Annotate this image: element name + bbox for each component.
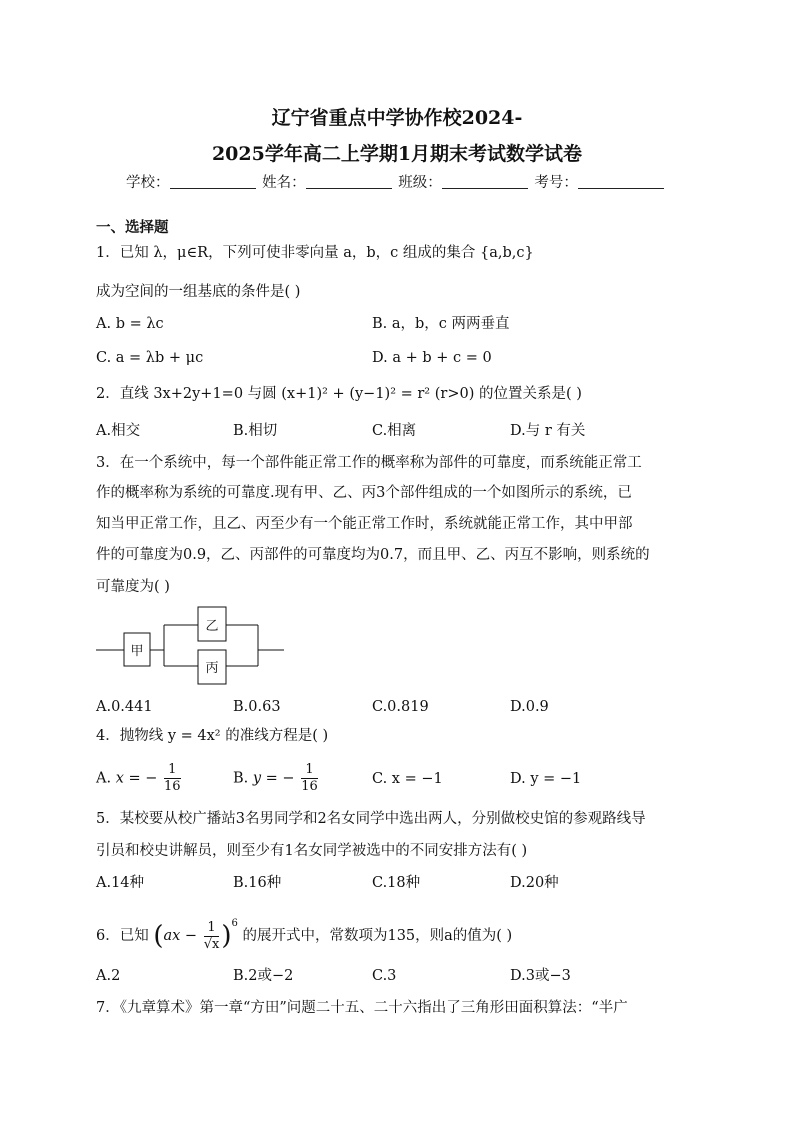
q6-option-a: A.2: [96, 968, 121, 984]
q6-exponent: 6: [231, 918, 238, 929]
q5-line-2: 引员和校史讲解员，则至少有1名女同学被选中的不同安排方法有( ): [96, 843, 528, 859]
q6-stem-prefix: 6．已知: [96, 928, 149, 944]
q4-option-a-fraction: [164, 762, 181, 795]
q4-option-a-num: 1: [164, 762, 181, 779]
q3-option-d: D.0.9: [510, 699, 549, 715]
circuit-diagram: [96, 600, 296, 688]
q1-option-c: C. a = λb + μc: [96, 350, 204, 366]
q4-option-b: [233, 762, 320, 795]
field-name-blank[interactable]: [306, 174, 392, 189]
q4-option-b-den: 16: [301, 779, 318, 794]
q2-option-c: C.相离: [372, 423, 417, 439]
student-info-row: [126, 171, 666, 192]
q1-line-2: 成为空间的一组基底的条件是( ): [96, 284, 301, 300]
q5-option-b: B.16种: [233, 875, 282, 891]
q4-option-b-var: y = −: [252, 770, 295, 787]
q3-line-2: 作的概率称为系统的可靠度.现有甲、乙、丙3个部件组成的一个如图所示的系统，已: [96, 485, 632, 501]
q3-line-1: 3．在一个系统中，每一个部件能正常工作的概率称为部件的可靠度，而系统能正常工: [96, 455, 642, 471]
q4-option-a-prefix: A.: [96, 770, 112, 787]
field-school-label: 学校：: [126, 175, 170, 191]
q1-option-b: B. a，b，c 两两垂直: [372, 316, 510, 332]
q3-option-c: C.0.819: [372, 699, 429, 715]
q3-line-3: 知当甲正常工作，且乙、丙至少有一个能正常工作时，系统就能正常工作，其中甲部: [96, 516, 633, 532]
section-title: 一、选择题: [96, 220, 169, 236]
q6-option-b: B.2或−2: [233, 968, 294, 984]
q5-option-a: A.14种: [96, 875, 145, 891]
field-name-label: 姓名：: [262, 175, 306, 191]
q6-close-paren: ): [221, 921, 232, 951]
field-school-blank[interactable]: [170, 174, 256, 189]
q3-line-4: 件的可靠度为0.9，乙、丙部件的可靠度均为0.7，而且甲、乙、丙互不影响，则系统的: [96, 547, 650, 563]
q2-option-d: D.与 r 有关: [510, 423, 586, 439]
label-jia: 甲: [130, 644, 144, 659]
label-bing: 丙: [205, 661, 219, 676]
q6-stem: [96, 904, 512, 956]
q6-open-paren: (: [153, 921, 164, 951]
title-line-2: 2025学年高二上学期1月期末考试数学试卷: [211, 143, 583, 165]
q5-option-c: C.18种: [372, 875, 421, 891]
q2-stem: 2．直线 3x+2y+1=0 与圆 (x+1)² + (y−1)² = r² (r>0) 的位置关系是( ): [96, 386, 582, 402]
q6-frac-num: 1: [204, 920, 220, 937]
q6-expr-left: ax −: [163, 928, 198, 944]
q4-option-a: [96, 762, 183, 795]
q4-stem: 4．抛物线 y = 4x² 的准线方程是( ): [96, 728, 329, 744]
field-number-blank[interactable]: [578, 174, 664, 189]
q5-line-1: 5．某校要从校广播站3名男同学和2名女同学中选出两人，分别做校史馆的参观路线导: [96, 811, 646, 827]
field-number-label: 考号：: [534, 175, 578, 191]
q4-option-d: D. y = −1: [510, 771, 582, 787]
q6-frac-den: √x: [203, 936, 220, 952]
q1-option-d: D. a + b + c = 0: [372, 350, 492, 366]
q4-option-c: C. x = −1: [372, 771, 443, 787]
q3-line-5: 可靠度为( ): [96, 579, 170, 595]
q6-option-d: D.3或−3: [510, 968, 571, 984]
q6-option-c: C.3: [372, 968, 397, 984]
q4-option-b-num: 1: [301, 762, 318, 779]
q4-option-b-prefix: B.: [233, 770, 249, 787]
field-class-label: 班级：: [398, 175, 442, 191]
q6-stem-suffix: 的展开式中，常数项为135，则a的值为( ): [242, 928, 513, 944]
title-line-1: 辽宁省重点中学协作校2024-: [271, 107, 523, 129]
field-class-blank[interactable]: [442, 174, 528, 189]
q4-option-a-den: 16: [164, 779, 181, 794]
q4-option-b-fraction: [301, 762, 318, 795]
q6-fraction: [204, 920, 220, 953]
q7-line-1: 7．《九章算术》第一章“方田”问题二十五、二十六指出了三角形田面积算法：“半广: [96, 1000, 628, 1016]
q3-option-b: B.0.63: [233, 699, 281, 715]
q2-option-b: B.相切: [233, 423, 278, 439]
q1-line-1: 1．已知 λ，μ∈R，下列可使非零向量 a，b，c 组成的集合 {a,b,c}: [96, 245, 534, 261]
q1-option-a: A. b = λc: [96, 316, 164, 332]
q3-option-a: A.0.441: [96, 699, 153, 715]
q4-option-a-var: x = −: [115, 770, 158, 787]
label-yi: 乙: [205, 619, 219, 634]
q5-option-d: D.20种: [510, 875, 559, 891]
q2-option-a: A.相交: [96, 423, 141, 439]
